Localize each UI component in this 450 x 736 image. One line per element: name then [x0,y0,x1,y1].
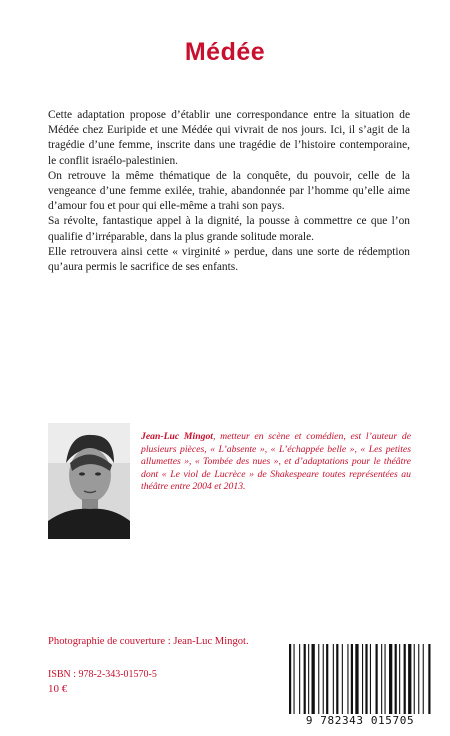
barcode-bar [414,644,415,714]
barcode-bar [389,644,392,714]
barcode-bar [351,644,353,714]
back-cover-blurb [48,108,410,275]
barcode-icon [285,644,435,724]
author-portrait [48,423,130,539]
barcode-bar [347,644,348,714]
blurb-paragraph: On retrouve la même thématique de la conquête, du pouvoir, celle de la vengeance d’une femme exilée, trahie, abandonnée par l’homme qu’elle aime d’amour fou et pour qui elle-même a trahi son pays. [48,169,410,213]
barcode-bar [385,644,386,714]
barcode-bar [304,644,306,714]
barcode-bar [399,644,400,714]
barcode-bar [308,644,309,714]
barcode-bar [289,644,291,714]
barcode-bar [336,644,338,714]
blurb-paragraph: Cette adaptation propose d’établir une correspondance entre la situation de Médée chez Euripide et une Médée qui vivrait de nos jours. Ici, il s’agit de la tragédie d’une femme, inscrite dans une tragédie de l’histoire contemporaine, le conflit israélo-palestinien. [48,109,410,167]
author-name: Jean-Luc Mingot [141,431,213,442]
barcode-bar [326,644,328,714]
barcode-bar [355,644,358,714]
barcode-bar [381,644,382,714]
author-portrait-icon [48,423,130,539]
photo-credit: Photographie de couverture : Jean-Luc Mingot. [48,636,249,647]
isbn: ISBN : 978-2-343-01570-5 [48,669,157,680]
barcode-digits: 9 782343 015705 [305,714,415,727]
barcode-bar [365,644,367,714]
barcode-bar [294,644,295,714]
barcode-bar [418,644,419,714]
book-title: Médée [184,38,266,66]
barcode-bar [312,644,315,714]
barcode-bar [408,644,411,714]
author-bio-text: , metteur en scène et comédien, est l’auteur de plusieurs pièces, « L’absente », « L’échappée belle », « Les petites allumettes », « Tombée des nues », et d’adaptations pour le théâtre dont « Le viol de Lucrèce » de Shakespeare toutes représentées au théâtre entre 2004 et 2013. [141,431,411,493]
blurb-paragraph: Sa révolte, fantastique appel à la dignité, la pousse à commettre ce que l’on qualifie d’irréparable, dans la plus grande solitude morale. [48,215,410,243]
barcode-bar [395,644,397,714]
price: 10 € [48,683,68,695]
barcode-bar [333,644,334,714]
blurb-paragraph: Elle retrouvera ainsi cette « virginité » perdue, dans une sorte de rédemption qu’aura permis le sacrifice de ses enfants. [48,245,410,274]
barcode-bar [428,644,430,714]
barcode-bar [362,644,363,714]
barcode-bar [376,644,378,714]
barcode-bar [370,644,371,714]
barcode-bar [404,644,406,714]
barcode-bar [318,644,319,714]
barcode-bar [423,644,424,714]
barcode-bar [299,644,300,714]
barcode-bar [342,644,343,714]
author-bio [141,431,411,494]
barcode-bar [323,644,324,714]
